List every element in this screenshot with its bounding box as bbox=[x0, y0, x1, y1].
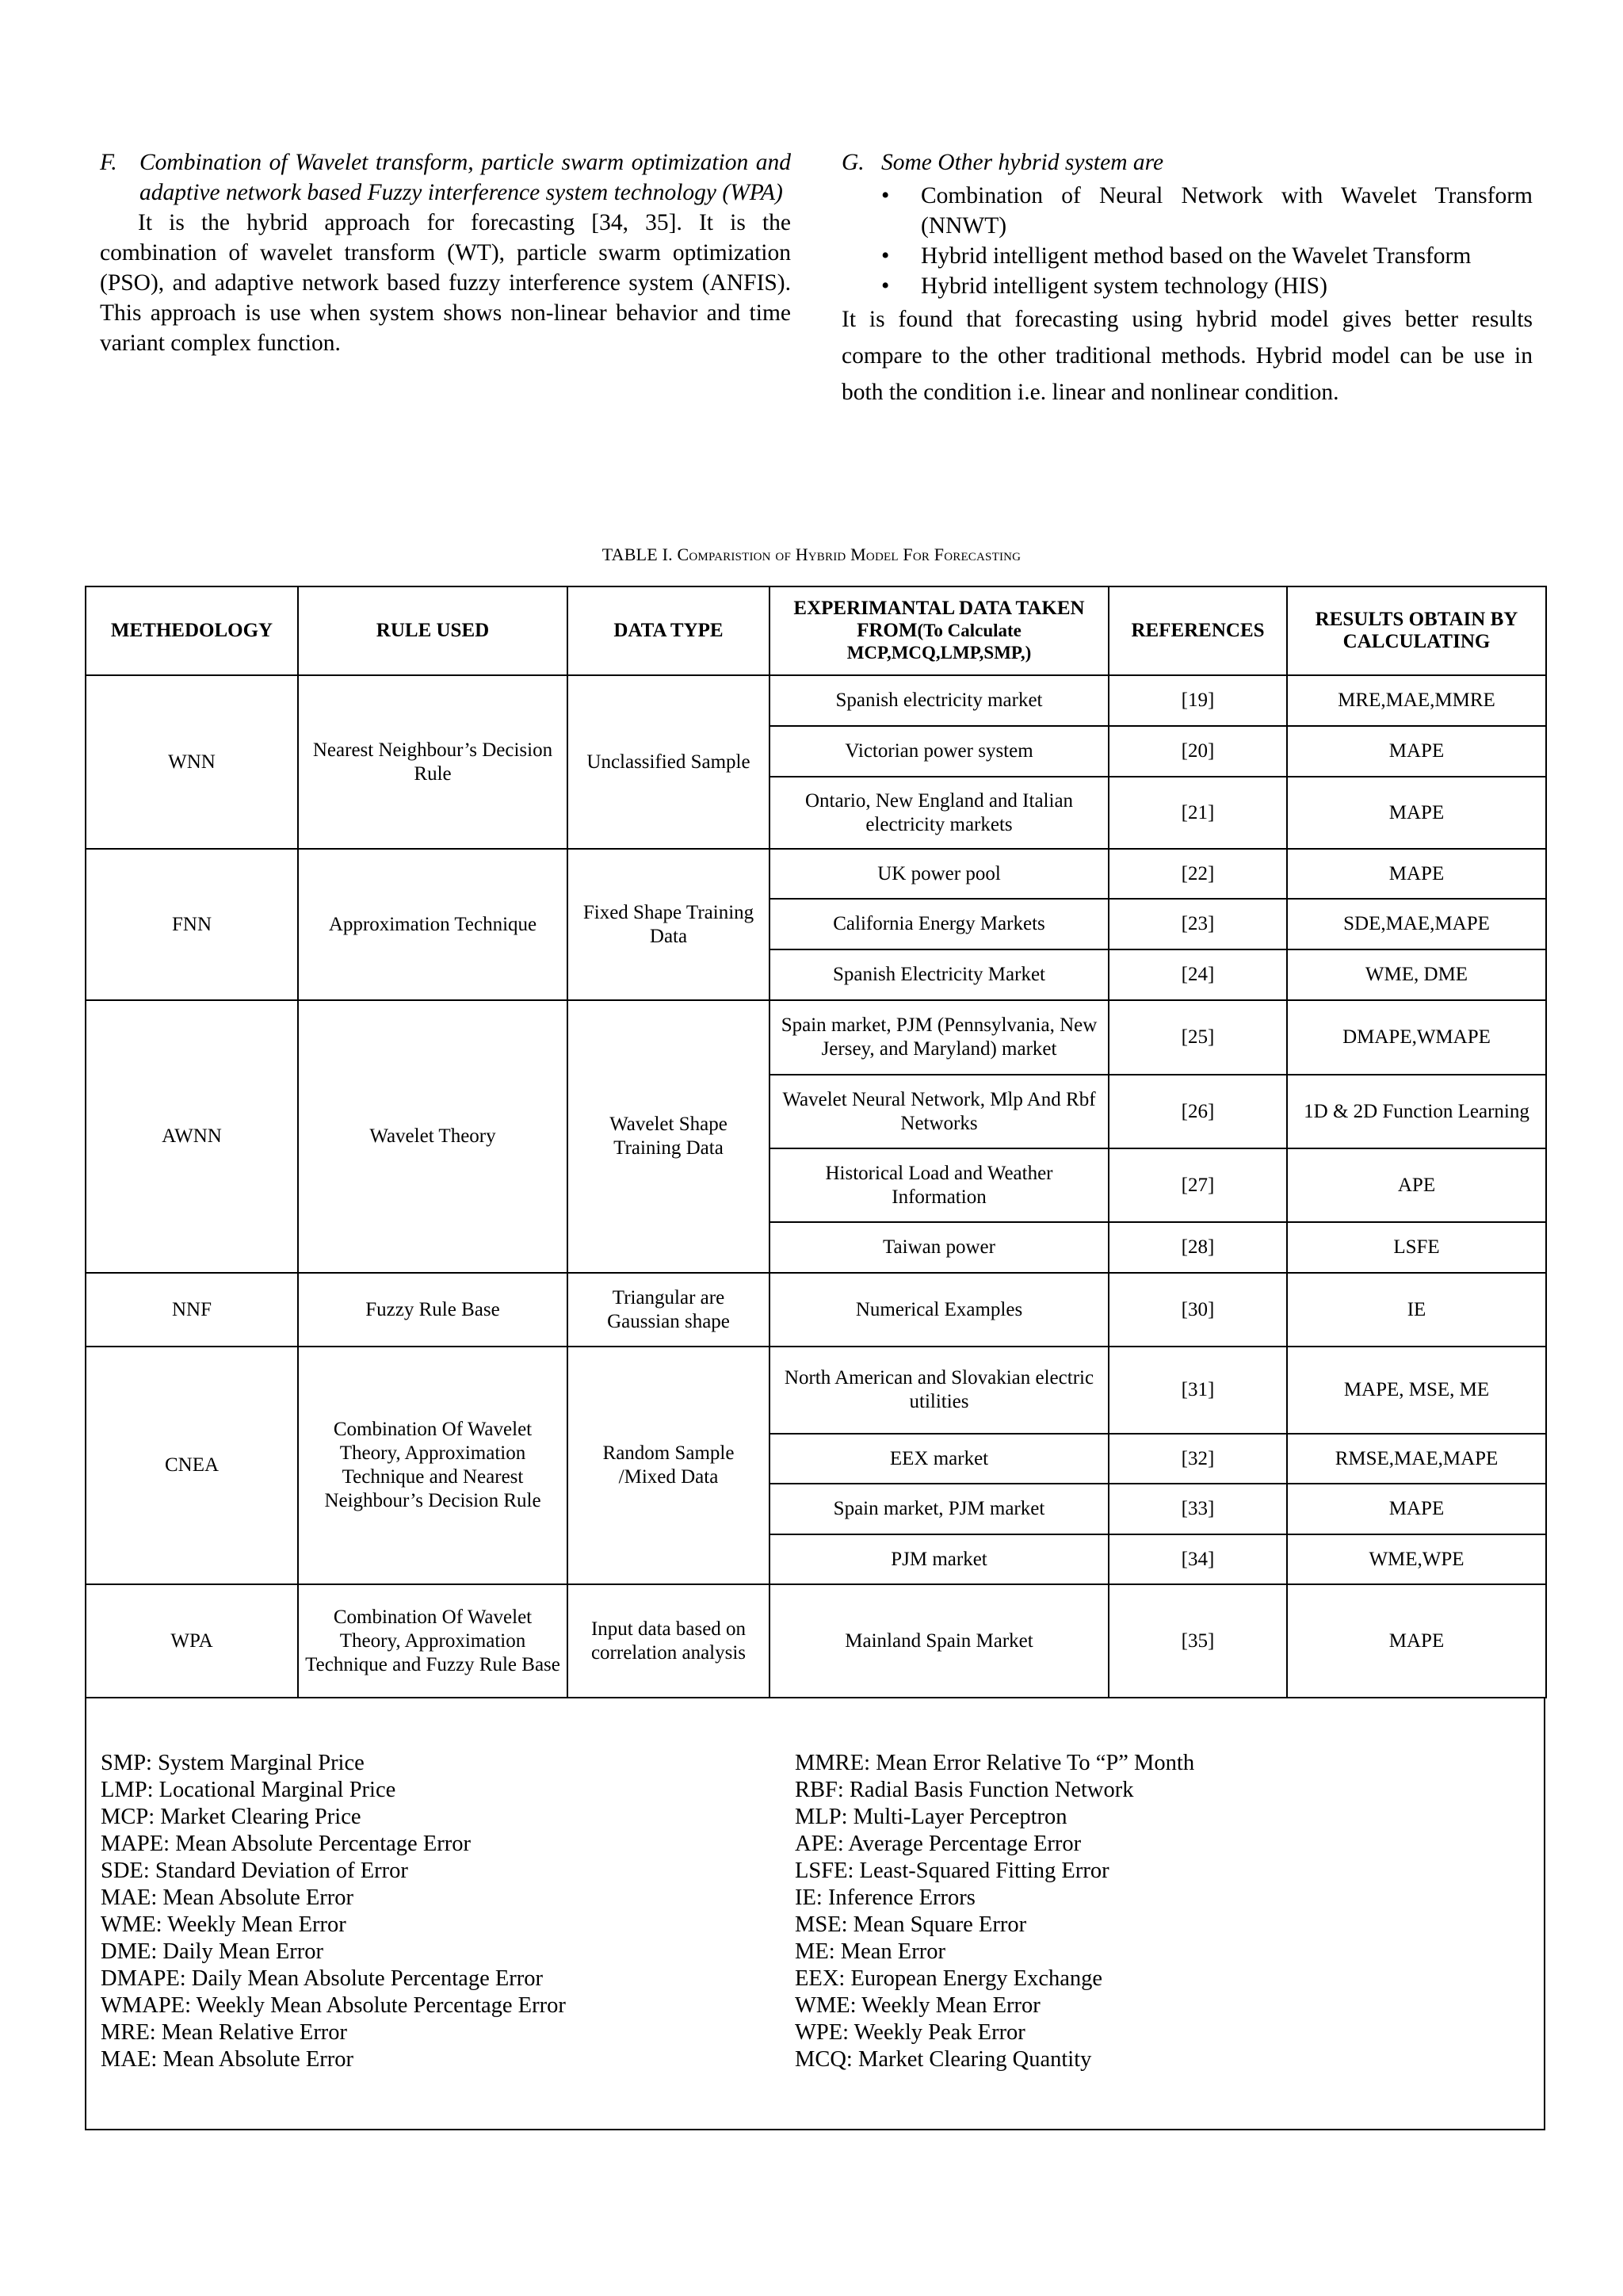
legend-item: WPE: Weekly Peak Error bbox=[795, 2020, 1025, 2045]
legend-item: WME: Weekly Mean Error bbox=[101, 1912, 346, 1937]
cell-source: Spanish electricity market bbox=[769, 675, 1109, 726]
section-g-heading bbox=[842, 147, 1533, 178]
cell-ref: [22] bbox=[1109, 849, 1287, 899]
legend-item: ME: Mean Error bbox=[795, 1939, 945, 1964]
cell-source: California Energy Markets bbox=[769, 899, 1109, 949]
cell-result: MAPE bbox=[1287, 849, 1546, 899]
cell-source: Mainland Spain Market bbox=[769, 1584, 1109, 1698]
list-item: • Hybrid intelligent system technology (HIS) bbox=[921, 271, 1533, 301]
cell-rule: Combination Of Wavelet Theory, Approximation Technique and Fuzzy Rule Base bbox=[298, 1584, 567, 1698]
cell-result: MAPE bbox=[1287, 1584, 1546, 1698]
section-f-heading bbox=[100, 147, 791, 208]
cell-data-type: Triangular are Gaussian shape bbox=[567, 1273, 769, 1347]
cell-ref: [25] bbox=[1109, 1000, 1287, 1075]
cell-data-type: Random Sample /Mixed Data bbox=[567, 1347, 769, 1584]
cell-ref: [26] bbox=[1109, 1075, 1287, 1148]
cell-ref: [21] bbox=[1109, 777, 1287, 849]
legend-item: LSFE: Least-Squared Fitting Error bbox=[795, 1859, 1109, 1883]
cell-ref: [30] bbox=[1109, 1273, 1287, 1347]
legend-item: WME: Weekly Mean Error bbox=[795, 1993, 1041, 2018]
table-caption: TABLE I. Comparistion of Hybrid Model For Forecasting bbox=[601, 544, 1022, 564]
cell-methodology: AWNN bbox=[86, 1000, 298, 1273]
cell-data-type: Input data based on correlation analysis bbox=[567, 1584, 769, 1698]
legend-item: MCP: Market Clearing Price bbox=[101, 1805, 361, 1829]
cell-result: LSFE bbox=[1287, 1222, 1546, 1273]
legend-item: LMP: Locational Marginal Price bbox=[101, 1778, 396, 1802]
cell-result: MAPE bbox=[1287, 1484, 1546, 1534]
table-row bbox=[86, 675, 1546, 726]
header-rule: RULE USED bbox=[298, 586, 567, 675]
cell-source: Taiwan power bbox=[769, 1222, 1109, 1273]
cell-methodology: NNF bbox=[86, 1273, 298, 1347]
legend-item: EEX: European Energy Exchange bbox=[795, 1966, 1103, 1991]
list-item: • Hybrid intelligent method based on the Wavelet Transform bbox=[921, 241, 1533, 271]
cell-result: SDE,MAE,MAPE bbox=[1287, 899, 1546, 949]
section-g-title: Some Other hybrid system are bbox=[881, 150, 1164, 175]
legend-item: MAE: Mean Absolute Error bbox=[101, 1885, 353, 1910]
cell-data-type: Wavelet Shape Training Data bbox=[567, 1000, 769, 1273]
section-g-paragraph: It is found that forecasting using hybrid model gives better results compare to the other traditional methods. Hybrid model can be use in both the condition i.e. linear and nonlinear condition. bbox=[842, 307, 1533, 405]
cell-result: RMSE,MAE,MAPE bbox=[1287, 1434, 1546, 1484]
hybrid-system-list bbox=[842, 181, 1533, 301]
cell-data-type: Fixed Shape Training Data bbox=[567, 849, 769, 1000]
header-exp-main: EXPERIMANTAL DATA TAKEN FROM bbox=[793, 598, 1085, 641]
cell-source: Victorian power system bbox=[769, 726, 1109, 777]
cell-ref: [24] bbox=[1109, 949, 1287, 1000]
cell-source: North American and Slovakian electric utilities bbox=[769, 1347, 1109, 1434]
section-f-title: Combination of Wavelet transform, particle swarm optimization and adaptive network based Fuzzy interference system technology (WPA) bbox=[139, 150, 791, 205]
cell-rule: Approximation Technique bbox=[298, 849, 567, 1000]
section-f-letter: F. bbox=[100, 150, 117, 175]
cell-result: WME, DME bbox=[1287, 949, 1546, 1000]
cell-methodology: FNN bbox=[86, 849, 298, 1000]
cell-source: Ontario, New England and Italian electricity markets bbox=[769, 777, 1109, 849]
cell-methodology: WNN bbox=[86, 675, 298, 849]
legend-item: MSE: Mean Square Error bbox=[795, 1912, 1027, 1937]
header-methodology: METHEDOLOGY bbox=[86, 586, 298, 675]
legend-item: DME: Daily Mean Error bbox=[101, 1939, 323, 1964]
cell-ref: [34] bbox=[1109, 1534, 1287, 1584]
legend-item: WMAPE: Weekly Mean Absolute Percentage Error bbox=[101, 1993, 566, 2018]
cell-rule: Nearest Neighbour’s Decision Rule bbox=[298, 675, 567, 849]
table-header-row bbox=[86, 586, 1546, 675]
header-references: REFERENCES bbox=[1109, 586, 1287, 675]
cell-result: DMAPE,WMAPE bbox=[1287, 1000, 1546, 1075]
cell-ref: [35] bbox=[1109, 1584, 1287, 1698]
legend-item: SMP: System Marginal Price bbox=[101, 1751, 365, 1775]
cell-ref: [19] bbox=[1109, 675, 1287, 726]
table-row bbox=[86, 1000, 1546, 1075]
cell-rule: Combination Of Wavelet Theory, Approximation Technique and Nearest Neighbour’s Decision Rule bbox=[298, 1347, 567, 1584]
legend-item: SDE: Standard Deviation of Error bbox=[101, 1859, 408, 1883]
cell-ref: [28] bbox=[1109, 1222, 1287, 1273]
cell-source: Numerical Examples bbox=[769, 1273, 1109, 1347]
cell-result: 1D & 2D Function Learning bbox=[1287, 1075, 1546, 1148]
cell-source: Spain market, PJM (Pennsylvania, New Jersey, and Maryland) market bbox=[769, 1000, 1109, 1075]
legend-item: DMAPE: Daily Mean Absolute Percentage Error bbox=[101, 1966, 543, 1991]
section-f-paragraph: It is the hybrid approach for forecasting [34, 35]. It is the combination of wavelet transform (WT), particle swarm optimization (PSO), and adaptive network based fuzzy interference system (ANFIS). This approach is use when system shows non-linear behavior and time variant complex function. bbox=[100, 210, 791, 356]
cell-source: Spanish Electricity Market bbox=[769, 949, 1109, 1000]
header-exp-sub: (To Calculate MCP,MCQ,LMP,SMP,) bbox=[846, 621, 1032, 663]
table-row bbox=[86, 849, 1546, 899]
cell-ref: [33] bbox=[1109, 1484, 1287, 1534]
cell-methodology: WPA bbox=[86, 1584, 298, 1698]
header-data-type: DATA TYPE bbox=[567, 586, 769, 675]
cell-ref: [31] bbox=[1109, 1347, 1287, 1434]
cell-source: UK power pool bbox=[769, 849, 1109, 899]
cell-ref: [23] bbox=[1109, 899, 1287, 949]
list-item: • Combination of Neural Network with Wavelet Transform (NNWT) bbox=[921, 181, 1533, 241]
cell-result: MAPE, MSE, ME bbox=[1287, 1347, 1546, 1434]
cell-result: WME,WPE bbox=[1287, 1534, 1546, 1584]
left-column bbox=[100, 147, 791, 358]
legend-item: MLP: Multi-Layer Perceptron bbox=[795, 1805, 1067, 1829]
abbreviation-legend bbox=[85, 1698, 1545, 2130]
table-row bbox=[86, 1347, 1546, 1434]
legend-item: IE: Inference Errors bbox=[795, 1885, 976, 1910]
legend-item: RBF: Radial Basis Function Network bbox=[795, 1778, 1134, 1802]
cell-source: Historical Load and Weather Information bbox=[769, 1148, 1109, 1222]
legend-right-column bbox=[795, 1750, 1194, 2073]
cell-rule: Wavelet Theory bbox=[298, 1000, 567, 1273]
legend-item: MMRE: Mean Error Relative To “P” Month bbox=[795, 1751, 1195, 1775]
legend-item: APE: Average Percentage Error bbox=[795, 1832, 1082, 1856]
table-row bbox=[86, 1584, 1546, 1698]
header-results: RESULTS OBTAIN BY CALCULATING bbox=[1287, 586, 1546, 675]
cell-methodology: CNEA bbox=[86, 1347, 298, 1584]
cell-result: IE bbox=[1287, 1273, 1546, 1347]
table-row bbox=[86, 1273, 1546, 1347]
right-column bbox=[842, 147, 1533, 411]
section-g-letter: G. bbox=[842, 150, 865, 175]
cell-rule: Fuzzy Rule Base bbox=[298, 1273, 567, 1347]
cell-result: MRE,MAE,MMRE bbox=[1287, 675, 1546, 726]
cell-result: MAPE bbox=[1287, 777, 1546, 849]
legend-left-column bbox=[101, 1750, 566, 2073]
cell-data-type: Unclassified Sample bbox=[567, 675, 769, 849]
cell-source: Wavelet Neural Network, Mlp And Rbf Networks bbox=[769, 1075, 1109, 1148]
comparison-table bbox=[85, 586, 1545, 1698]
legend-item: MAPE: Mean Absolute Percentage Error bbox=[101, 1832, 471, 1856]
cell-result: MAPE bbox=[1287, 726, 1546, 777]
cell-result: APE bbox=[1287, 1148, 1546, 1222]
cell-ref: [27] bbox=[1109, 1148, 1287, 1222]
cell-source: Spain market, PJM market bbox=[769, 1484, 1109, 1534]
legend-item: MRE: Mean Relative Error bbox=[101, 2020, 348, 2045]
cell-ref: [20] bbox=[1109, 726, 1287, 777]
cell-source: EEX market bbox=[769, 1434, 1109, 1484]
legend-item: MCQ: Market Clearing Quantity bbox=[795, 2047, 1092, 2072]
header-experimental-data bbox=[769, 586, 1109, 675]
cell-ref: [32] bbox=[1109, 1434, 1287, 1484]
legend-item: MAE: Mean Absolute Error bbox=[101, 2047, 353, 2072]
cell-source: PJM market bbox=[769, 1534, 1109, 1584]
